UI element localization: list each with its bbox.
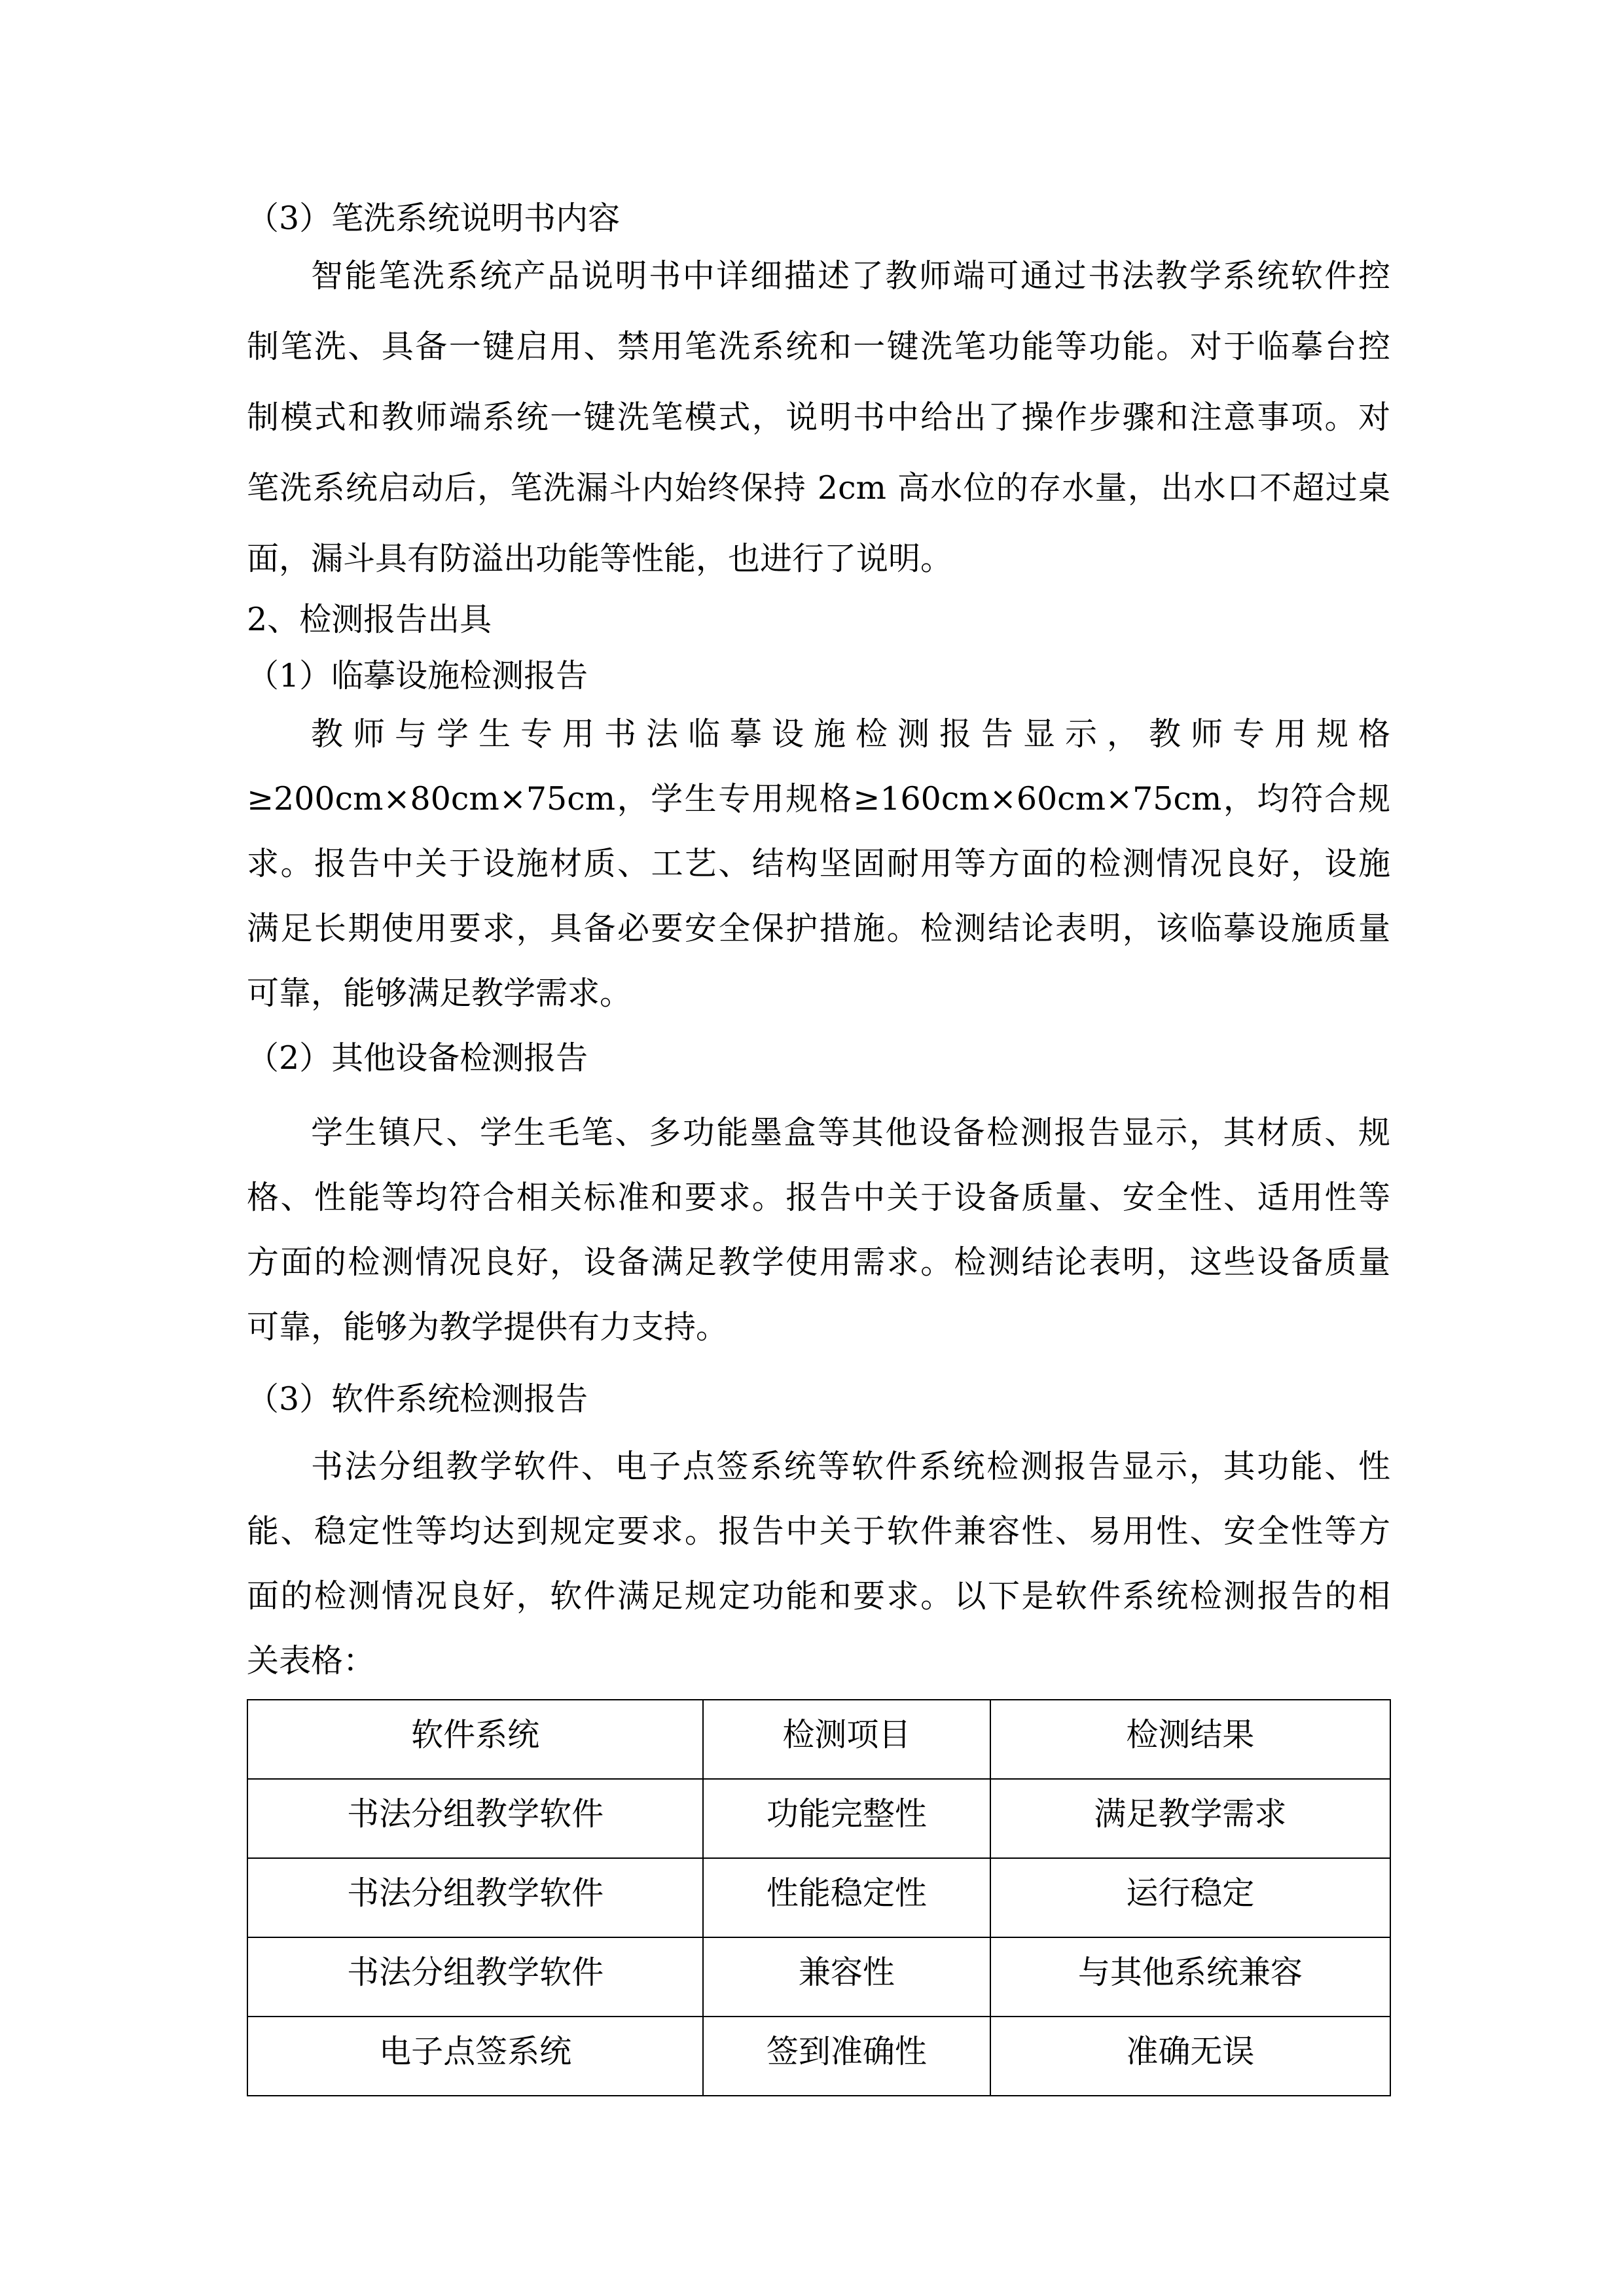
software-test-table <box>247 1699 1391 2096</box>
paragraph-software <box>247 1434 1390 1693</box>
table-row <box>247 1858 1390 1937</box>
text-line: 智能笔洗系统产品说明书中详细描述了教师端可通过书法教学系统软件控 <box>311 257 1390 295</box>
text-line: 可靠，能够为教学提供有力支持。 <box>247 1308 729 1346</box>
table-header-row <box>247 1700 1390 1779</box>
text-line: ≥200cm×80cm×75cm，学生专用规格≥160cm×60cm×75cm，均符合规 <box>247 780 1390 817</box>
text-line: 求。报告中关于设施材质、工艺、结构坚固耐用等方面的检测情况良好，设施 <box>247 845 1390 882</box>
subheading-other-equipment: （2）其他设备检测报告 <box>247 1039 588 1077</box>
section-heading-brush-washer-manual: （3）笔洗系统说明书内容 <box>247 200 621 237</box>
table-cell: 准确无误 <box>990 2017 1390 2096</box>
subheading-copying-facility: （1）临摹设施检测报告 <box>247 657 588 694</box>
text-line: 书法分组教学软件、电子点签系统等软件系统检测报告显示，其功能、性 <box>311 1448 1390 1485</box>
table-cell: 书法分组教学软件 <box>247 1937 703 2017</box>
text-line: 制模式和教师端系统一键洗笔模式，说明书中给出了操作步骤和注意事项。对 <box>247 399 1390 436</box>
paragraph-copying-facility <box>247 702 1390 1026</box>
table-cell: 电子点签系统 <box>247 2017 703 2096</box>
table-row <box>247 1937 1390 2017</box>
table-cell: 运行稳定 <box>990 1858 1390 1937</box>
paragraph-brush-washer <box>247 241 1390 594</box>
table-cell: 书法分组教学软件 <box>247 1858 703 1937</box>
text-line: 教师与学生专用书法临摹设施检测报告显示，教师专用规格 <box>311 715 1390 753</box>
header-cell: 检测结果 <box>990 1700 1390 1779</box>
text-line: 面，漏斗具有防溢出功能等性能，也进行了说明。 <box>247 540 953 577</box>
table-row <box>247 2017 1390 2096</box>
text-line: 面的检测情况良好，软件满足规定功能和要求。以下是软件系统检测报告的相 <box>247 1577 1390 1615</box>
table-row <box>247 1779 1390 1858</box>
table-cell: 满足教学需求 <box>990 1779 1390 1858</box>
text-line: 学生镇尺、学生毛笔、多功能墨盒等其他设备检测报告显示，其材质、规 <box>311 1114 1390 1151</box>
text-line: 笔洗系统启动后，笔洗漏斗内始终保持 2cm 高水位的存水量，出水口不超过桌 <box>247 469 1390 507</box>
table-cell: 签到准确性 <box>703 2017 990 2096</box>
text-line: 满足长期使用要求，具备必要安全保护措施。检测结论表明，该临摹设施质量 <box>247 910 1390 947</box>
header-cell: 检测项目 <box>703 1700 990 1779</box>
header-cell: 软件系统 <box>247 1700 703 1779</box>
table-cell: 功能完整性 <box>703 1779 990 1858</box>
section-heading-reports: 2、检测报告出具 <box>247 601 492 638</box>
text-line: 制笔洗、具备一键启用、禁用笔洗系统和一键洗笔功能等功能。对于临摹台控 <box>247 328 1390 365</box>
table-cell: 性能稳定性 <box>703 1858 990 1937</box>
text-line: 可靠，能够满足教学需求。 <box>247 975 632 1012</box>
subheading-software: （3）软件系统检测报告 <box>247 1380 588 1418</box>
text-line: 能、稳定性等均达到规定要求。报告中关于软件兼容性、易用性、安全性等方 <box>247 1513 1390 1550</box>
table-cell: 兼容性 <box>703 1937 990 2017</box>
paragraph-other-equipment <box>247 1100 1390 1359</box>
text-line: 格、性能等均符合相关标准和要求。报告中关于设备质量、安全性、适用性等 <box>247 1179 1390 1216</box>
text-line: 关表格： <box>247 1642 376 1679</box>
table-cell: 与其他系统兼容 <box>990 1937 1390 2017</box>
text-line: 方面的检测情况良好，设备满足教学使用需求。检测结论表明，这些设备质量 <box>247 1244 1390 1281</box>
table-cell: 书法分组教学软件 <box>247 1779 703 1858</box>
